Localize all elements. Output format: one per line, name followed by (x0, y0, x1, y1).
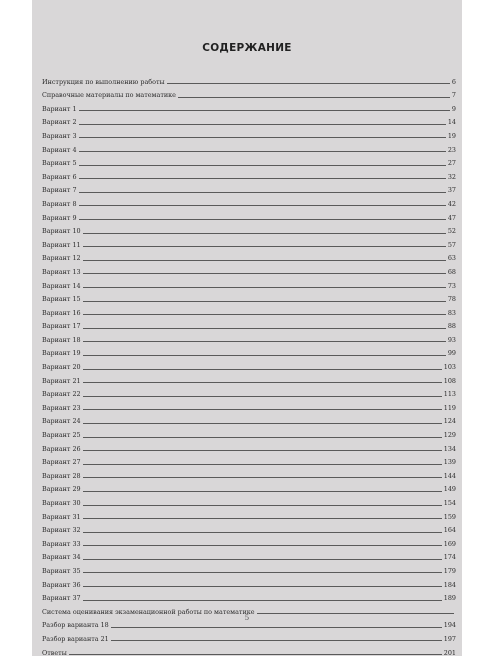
toc-entry-label: Вариант 30 (42, 499, 81, 507)
toc-entry-page: 93 (447, 335, 456, 344)
toc-entry (42, 330, 456, 344)
toc-leader-line (83, 545, 442, 546)
toc-entry (42, 262, 456, 276)
toc-entry (42, 371, 456, 385)
toc-entry-label: Вариант 26 (42, 444, 81, 453)
toc-entry (42, 249, 456, 263)
toc-leader-line (79, 110, 450, 111)
table-of-contents (42, 72, 456, 657)
toc-entry (42, 453, 456, 467)
toc-leader-line (79, 192, 446, 193)
toc-leader-line (83, 559, 442, 560)
toc-entry-page: 52 (447, 227, 456, 236)
toc-entry-label: Вариант 11 (42, 240, 81, 249)
toc-entry (42, 493, 456, 507)
toc-leader-line (83, 518, 442, 519)
toc-entry-page: 179 (443, 566, 456, 575)
toc-entry-page: 88 (447, 322, 456, 331)
toc-entry (42, 575, 456, 589)
toc-entry (42, 167, 456, 181)
toc-leader-line (79, 151, 446, 152)
toc-leader-line (83, 396, 442, 397)
toc-entry-page: 169 (443, 539, 456, 548)
toc-entry-page: 144 (443, 471, 456, 480)
toc-entry-page: 47 (447, 213, 456, 222)
toc-entry-label: Разбор варианта 18 (42, 621, 109, 630)
toc-leader-line (83, 314, 446, 315)
toc-entry (42, 412, 456, 426)
toc-entry-page: 9 (451, 104, 456, 113)
toc-leader-line (83, 423, 442, 424)
toc-entry (42, 276, 456, 290)
toc-entry-label: Вариант 36 (42, 580, 81, 589)
toc-entry-page: 68 (447, 267, 456, 276)
toc-entry (42, 385, 456, 399)
toc-entry-page: 63 (447, 254, 456, 263)
toc-leader-line (69, 654, 442, 655)
toc-entry-label: Вариант 31 (42, 512, 81, 521)
toc-entry-label: Вариант 8 (42, 199, 77, 208)
toc-leader-line (178, 97, 450, 98)
toc-leader-line (79, 219, 446, 220)
toc-entry-page: 99 (447, 349, 456, 358)
page-number: 5 (244, 614, 250, 622)
toc-entry-page: 42 (447, 199, 456, 208)
toc-entry (42, 425, 456, 439)
toc-entry-page: 37 (447, 186, 456, 195)
toc-entry-page: 23 (447, 145, 456, 154)
toc-entry-label: Вариант 6 (42, 172, 77, 181)
toc-entry-page: 6 (451, 77, 456, 86)
page-title: СОДЕРЖАНИЕ (202, 42, 292, 54)
toc-leader-line (83, 600, 442, 601)
toc-entry-page: 124 (443, 417, 456, 426)
toc-entry-page: 154 (443, 499, 456, 507)
toc-entry-label: Вариант 33 (42, 539, 81, 548)
toc-leader-line (111, 640, 442, 641)
toc-leader-line (167, 83, 450, 84)
toc-leader-line (83, 437, 442, 438)
toc-entry-label: Разбор варианта 21 (42, 634, 109, 643)
toc-leader-line (83, 341, 446, 342)
toc-entry-page: 194 (443, 621, 456, 630)
toc-leader-line (83, 273, 446, 274)
toc-leader-line (83, 260, 446, 261)
toc-entry (42, 466, 456, 480)
toc-leader-line (83, 246, 446, 247)
toc-entry-label: Вариант 20 (42, 363, 81, 372)
toc-leader-line (83, 301, 446, 302)
toc-entry-page: 78 (447, 295, 456, 304)
toc-entry (42, 344, 456, 358)
toc-leader-line (83, 586, 442, 587)
toc-entry (42, 643, 456, 657)
toc-entry-label: Вариант 9 (42, 213, 77, 222)
toc-entry (42, 548, 456, 562)
toc-leader-line (83, 355, 446, 356)
toc-leader-line (83, 505, 442, 506)
toc-leader-line (83, 477, 442, 478)
toc-entry (42, 317, 456, 331)
toc-entry-label: Справочные материалы по математике (42, 91, 176, 100)
toc-entry (42, 126, 456, 140)
toc-entry-label: Вариант 5 (42, 159, 77, 168)
toc-entry-label: Ответы (42, 648, 67, 657)
toc-entry (42, 507, 456, 521)
toc-leader-line (83, 233, 446, 234)
toc-entry-page: 14 (447, 118, 456, 127)
toc-leader-line (83, 328, 446, 329)
toc-entry (42, 629, 456, 643)
toc-entry-page: 113 (443, 390, 456, 399)
toc-leader-line (79, 124, 446, 125)
toc-entry-label: Инструкция по выполнению работы (42, 77, 165, 86)
toc-entry-label: Вариант 22 (42, 390, 81, 399)
toc-entry-label: Вариант 13 (42, 267, 81, 276)
toc-entry-label: Вариант 17 (42, 322, 81, 331)
toc-entry (42, 72, 456, 86)
toc-leader-line (83, 491, 442, 492)
toc-entry-label: Вариант 16 (42, 308, 81, 317)
toc-entry (42, 181, 456, 195)
toc-entry-page: 32 (447, 172, 456, 181)
toc-entry-label: Вариант 25 (42, 431, 81, 440)
book-page (32, 0, 462, 656)
toc-entry (42, 534, 456, 548)
toc-leader-line (83, 287, 446, 288)
toc-entry-page: 57 (447, 240, 456, 249)
toc-entry-label: Вариант 10 (42, 227, 81, 236)
toc-leader-line (79, 137, 446, 138)
toc-entry (42, 154, 456, 168)
toc-entry-label: Вариант 23 (42, 403, 81, 412)
toc-entry-page: 164 (443, 526, 456, 535)
toc-entry-page: 27 (447, 159, 456, 168)
toc-entry (42, 86, 456, 100)
toc-entry-page: 134 (443, 444, 456, 453)
toc-entry-label: Вариант 32 (42, 526, 81, 535)
toc-entry-label: Вариант 4 (42, 145, 77, 154)
toc-entry (42, 398, 456, 412)
toc-entry-label: Вариант 34 (42, 553, 81, 562)
toc-entry-page: 197 (443, 634, 456, 643)
toc-leader-line (83, 532, 442, 533)
toc-entry-page: 108 (443, 376, 456, 385)
toc-entry-page: 129 (443, 431, 456, 440)
toc-leader-line (83, 464, 442, 465)
toc-entry (42, 194, 456, 208)
toc-entry-label: Вариант 15 (42, 295, 81, 304)
toc-entry (42, 235, 456, 249)
toc-entry-label: Вариант 28 (42, 471, 81, 480)
toc-leader-line (79, 165, 446, 166)
toc-entry (42, 589, 456, 603)
toc-entry-page: 184 (443, 580, 456, 589)
toc-entry-label: Система оценивания экзаменационной работы по математике (42, 607, 255, 616)
toc-leader-line (83, 369, 442, 370)
toc-entry (42, 521, 456, 535)
toc-entry-page: 19 (447, 131, 456, 140)
toc-entry-label: Вариант 29 (42, 485, 81, 494)
toc-entry (42, 439, 456, 453)
toc-entry (42, 113, 456, 127)
toc-entry (42, 140, 456, 154)
toc-entry (42, 303, 456, 317)
toc-entry-label: Вариант 24 (42, 417, 81, 426)
toc-entry-page: 7 (451, 91, 456, 100)
toc-entry-page: 103 (443, 363, 456, 372)
toc-entry (42, 290, 456, 304)
toc-entry (42, 99, 456, 113)
toc-entry-page: 119 (443, 403, 456, 412)
toc-entry-label: Вариант 14 (42, 281, 81, 290)
toc-entry-label: Вариант 19 (42, 349, 81, 358)
toc-entry-page: 159 (443, 512, 456, 521)
toc-entry-page: 73 (447, 281, 456, 290)
toc-leader-line (79, 205, 446, 206)
toc-entry-label: Вариант 18 (42, 335, 81, 344)
toc-leader-line (83, 382, 442, 383)
toc-entry (42, 480, 456, 494)
toc-entry (42, 208, 456, 222)
toc-entry (42, 561, 456, 575)
toc-entry-label: Вариант 21 (42, 376, 81, 385)
toc-entry-page: 149 (443, 485, 456, 494)
toc-entry-label: Вариант 3 (42, 131, 77, 140)
toc-entry-label: Вариант 35 (42, 566, 81, 575)
toc-entry-label: Вариант 7 (42, 186, 77, 195)
toc-entry-page: 83 (447, 308, 456, 317)
toc-entry-label: Вариант 12 (42, 254, 81, 263)
toc-entry-label: Вариант 2 (42, 118, 77, 127)
toc-leader-line (79, 178, 446, 179)
toc-leader-line (83, 409, 442, 410)
toc-entry-label: Вариант 27 (42, 458, 81, 467)
toc-leader-line (83, 572, 442, 573)
toc-entry-page: 139 (443, 458, 456, 467)
toc-entry (42, 357, 456, 371)
toc-entry (42, 222, 456, 236)
toc-entry-page: 201 (443, 648, 456, 657)
toc-leader-line (111, 627, 442, 628)
toc-entry-label: Вариант 1 (42, 104, 77, 113)
toc-entry-page: 189 (443, 594, 456, 603)
toc-leader-line (83, 450, 442, 451)
toc-entry-page: 174 (443, 553, 456, 562)
toc-entry-label: Вариант 37 (42, 594, 81, 603)
